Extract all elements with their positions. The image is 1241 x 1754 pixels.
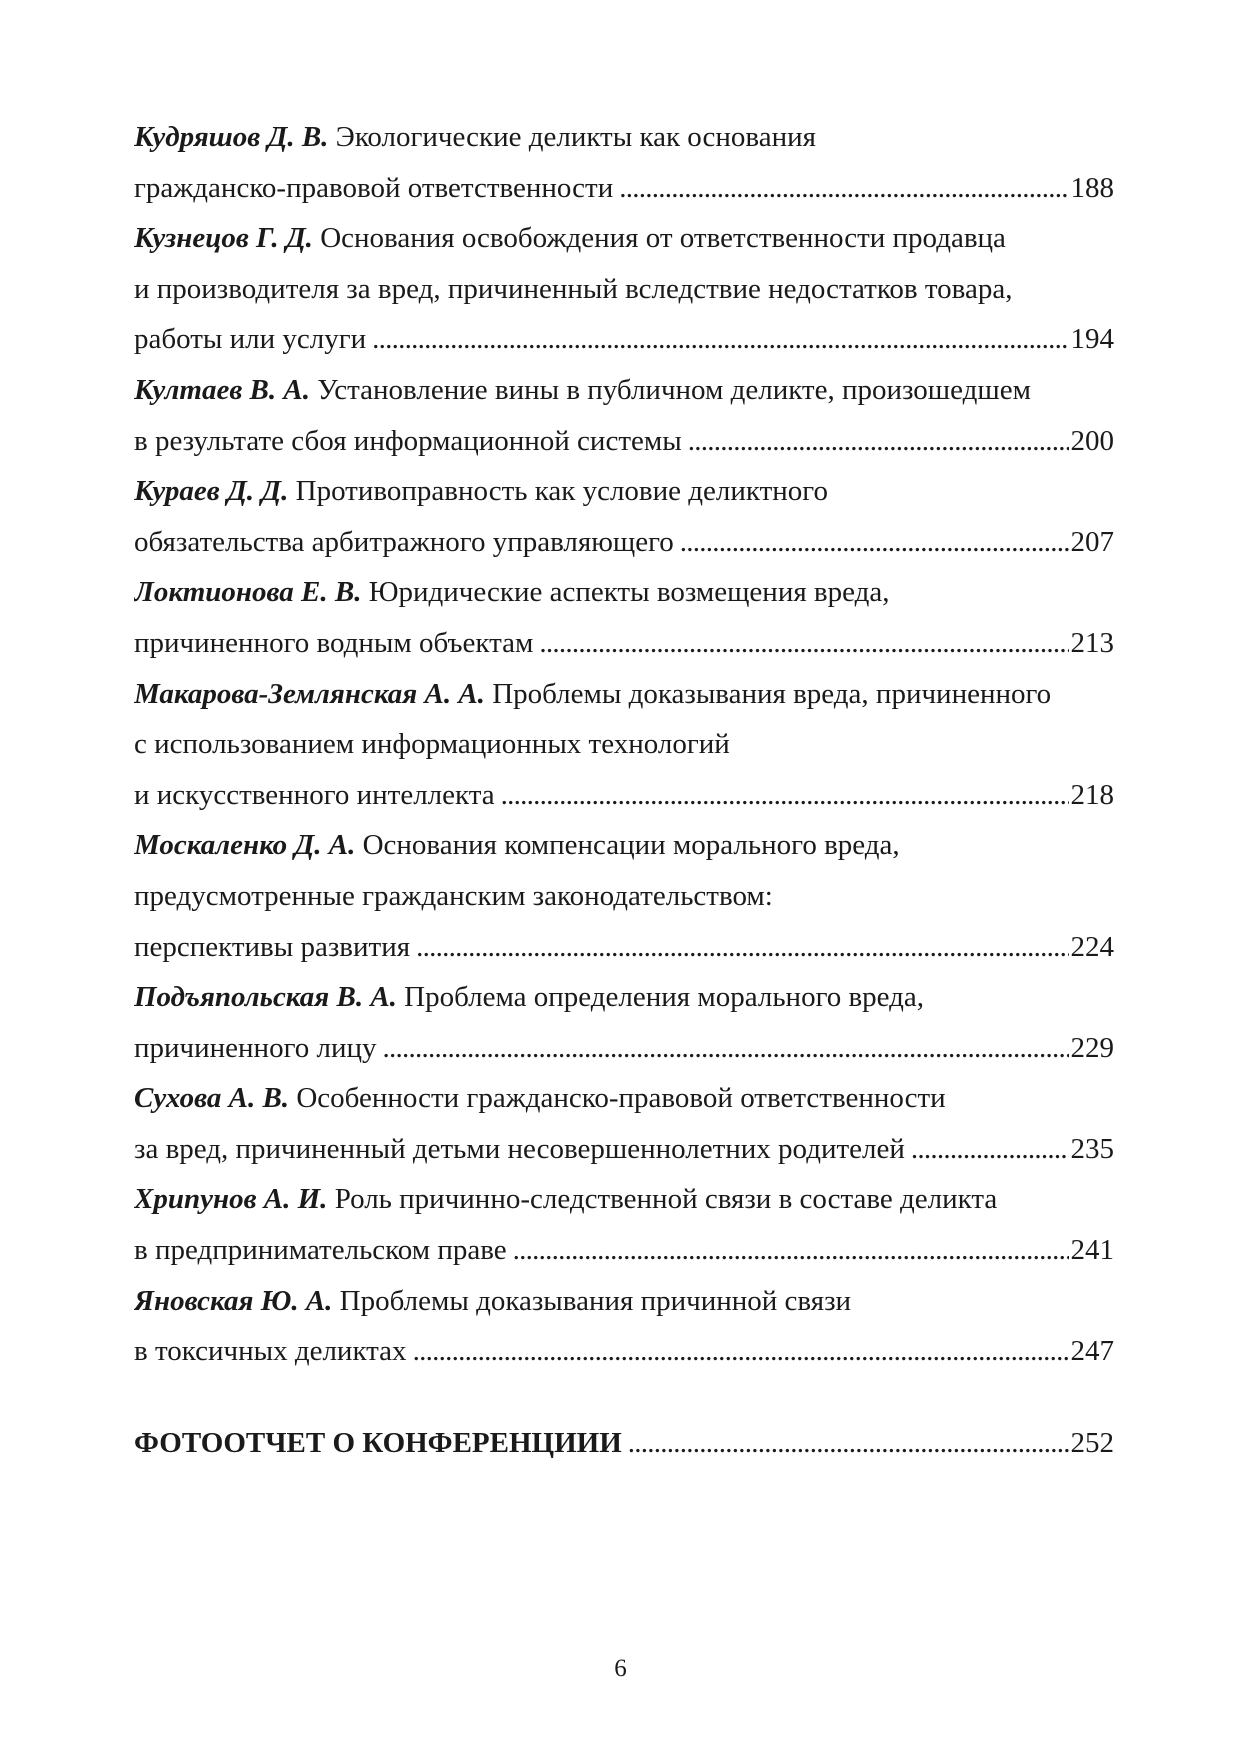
toc-entry-author: Сухова А. В. [134,1082,290,1115]
photo-report-page: 252 [1070,1427,1114,1459]
toc-entry-page: 247 [1070,1335,1114,1368]
toc-entry-text [134,163,613,214]
toc-entry-title: Проблемы доказывания вреда, причиненного [492,677,1052,710]
toc-entry-text [134,1023,377,1074]
toc-entry-title: Установление вины в публичном деликте, произошедшем [317,373,1031,406]
toc-entry-text [134,222,1006,254]
toc-entry-line [134,922,1114,973]
toc-entry-line [134,466,1114,517]
toc-entry-page: 188 [1070,171,1114,204]
toc-entry-text [134,475,828,507]
toc-entry-text [134,314,366,365]
toc-entry-title: и искусственного интеллекта [134,778,495,811]
toc-entry-line [134,163,1114,214]
toc-entry-text [134,576,890,608]
dot-leader [911,1124,1069,1175]
dot-leader [680,517,1069,568]
toc-entry-line [134,416,1114,467]
toc-entry-line [134,618,1114,669]
toc-entry-text [134,880,773,912]
toc-entry-title: в токсичных деликтах [134,1335,407,1368]
toc-entry-author: Кураев Д. Д. [134,475,289,508]
table-of-contents [134,112,1114,1377]
toc-entry-text [134,1285,851,1317]
toc-entry-text [134,1183,997,1215]
toc-entry-title: за вред, причиненный детьми несовершеннолетних родителей [134,1132,905,1165]
toc-entry-page: 235 [1070,1132,1114,1165]
toc-entry-line [134,1276,1114,1327]
toc-entry-title: в результате сбоя информационной системы [134,424,682,457]
toc-entry-title: Проблемы доказывания причинной связи [339,1284,852,1317]
toc-entry-page: 194 [1070,323,1114,356]
toc-entry[interactable] [134,820,1114,972]
toc-entry-line [134,871,1114,922]
toc-entry-title: с использованием информационных технологий [134,728,730,761]
dot-leader [619,163,1068,214]
page-number: 6 [614,1655,627,1682]
toc-entry[interactable] [134,112,1114,213]
toc-entry-text [134,273,1012,305]
toc-entry-page: 241 [1070,1234,1114,1267]
toc-entry-line [134,567,1114,618]
toc-entry-page: 224 [1070,930,1114,963]
toc-entry-title: работы или услуги [134,323,367,356]
toc-entry[interactable] [134,213,1114,365]
toc-entry-title: в предпринимательском праве [134,1234,507,1267]
toc-entry[interactable] [134,669,1114,821]
photo-report-entry[interactable] [134,1418,1114,1469]
toc-entry-text [134,922,410,973]
toc-entry-title: гражданско-правовой ответственности [134,171,614,204]
toc-entry-author: Кузнецов Г. Д. [134,222,313,255]
toc-entry-page: 218 [1070,778,1114,811]
toc-entry-line [134,1174,1114,1225]
toc-entry-line [134,1418,1114,1469]
toc-entry-page: 213 [1070,626,1114,659]
toc-entry-text [134,1225,507,1276]
toc-entry-line [134,1073,1114,1124]
toc-entry-title: и производителя за вред, причиненный вследствие недостатков товара, [134,272,1013,305]
dot-leader [513,1225,1069,1276]
toc-entry-line [134,669,1114,720]
toc-entry-line [134,314,1114,365]
toc-entry-text [134,1326,407,1377]
dot-leader [413,1326,1069,1377]
toc-entry-title: Проблема определения морального вреда, [404,981,925,1014]
toc-entry-author: Хрипунов А. И. [134,1183,328,1216]
toc-entry-text [134,981,924,1013]
toc-entry[interactable] [134,466,1114,567]
toc-entry-line [134,972,1114,1023]
toc-entry-page: 229 [1070,1031,1114,1064]
toc-entry-line [134,365,1114,416]
toc-entry-title: причиненного водным объектам [134,626,534,659]
toc-entry-line [134,112,1114,163]
dot-leader [372,314,1068,365]
toc-entry[interactable] [134,1073,1114,1174]
photo-report-label: ФОТООТЧЕТ О КОНФЕРЕНЦИИИ [134,1427,622,1459]
dot-leader [688,416,1069,467]
toc-entry-text [134,416,682,467]
toc-entry-title: перспективы развития [134,930,411,963]
toc-entry-text [134,618,533,669]
toc-entry-line [134,770,1114,821]
toc-entry-title: Экологические деликты как основания [335,121,816,153]
toc-entry-line [134,213,1114,264]
toc-entry-text [134,517,674,568]
toc-entry-line [134,1225,1114,1276]
toc-entry-line [134,820,1114,871]
toc-entry[interactable] [134,1276,1114,1377]
toc-entry-author: Култаев В. А. [134,373,310,406]
toc-entry-title: причиненного лицу [134,1031,377,1064]
toc-entry-text [134,1124,905,1175]
toc-entry-title: обязательства арбитражного управляющего [134,525,674,558]
toc-entry-text [134,829,900,861]
toc-entry-line [134,1124,1114,1175]
toc-entry-text [134,770,495,821]
toc-entry-text [134,374,1031,406]
dot-leader [501,770,1069,821]
toc-entry-title: Юридические аспекты возмещения вреда, [368,576,890,609]
dot-leader [539,618,1068,669]
toc-entry-title: Особенности гражданско-правовой ответственности [296,1082,946,1115]
toc-entry-author: Яновская Ю. А. [134,1284,333,1317]
toc-entry-text [134,678,1051,710]
toc-entry[interactable] [134,567,1114,668]
toc-entry-text [134,1082,946,1114]
dot-leader [628,1418,1069,1469]
toc-entry-line [134,517,1114,568]
toc-entry-author: Кудряшов Д. В. [134,121,329,153]
toc-entry-title: предусмотренные гражданским законодательством: [134,879,773,912]
toc-entry-line [134,719,1114,770]
toc-entry-text [134,121,816,153]
toc-entry-title: Основания компенсации морального вреда, [362,829,900,862]
toc-entry[interactable] [134,972,1114,1073]
dot-leader [383,1023,1069,1074]
toc-entry-line [134,264,1114,315]
toc-entry-author: Москаленко Д. А. [134,829,356,862]
toc-entry-author: Подъяпольская В. А. [134,981,397,1014]
toc-entry-line [134,1023,1114,1074]
toc-entry-title: Роль причинно-следственной связи в составе деликта [334,1183,998,1216]
toc-entry[interactable] [134,365,1114,466]
toc-entry-author: Макарова-Землянская А. А. [134,677,485,710]
toc-entry-title: Противоправность как условие деликтного [295,475,828,508]
toc-entry-line [134,1326,1114,1377]
toc-entry-title: Основания освобождения от ответственности продавца [320,222,1006,255]
dot-leader [416,922,1068,973]
toc-entry-author: Локтионова Е. В. [134,576,362,609]
toc-entry[interactable] [134,1174,1114,1275]
toc-entry-page: 200 [1070,424,1114,457]
toc-entry-text [134,728,730,760]
toc-entry-page: 207 [1070,525,1114,558]
